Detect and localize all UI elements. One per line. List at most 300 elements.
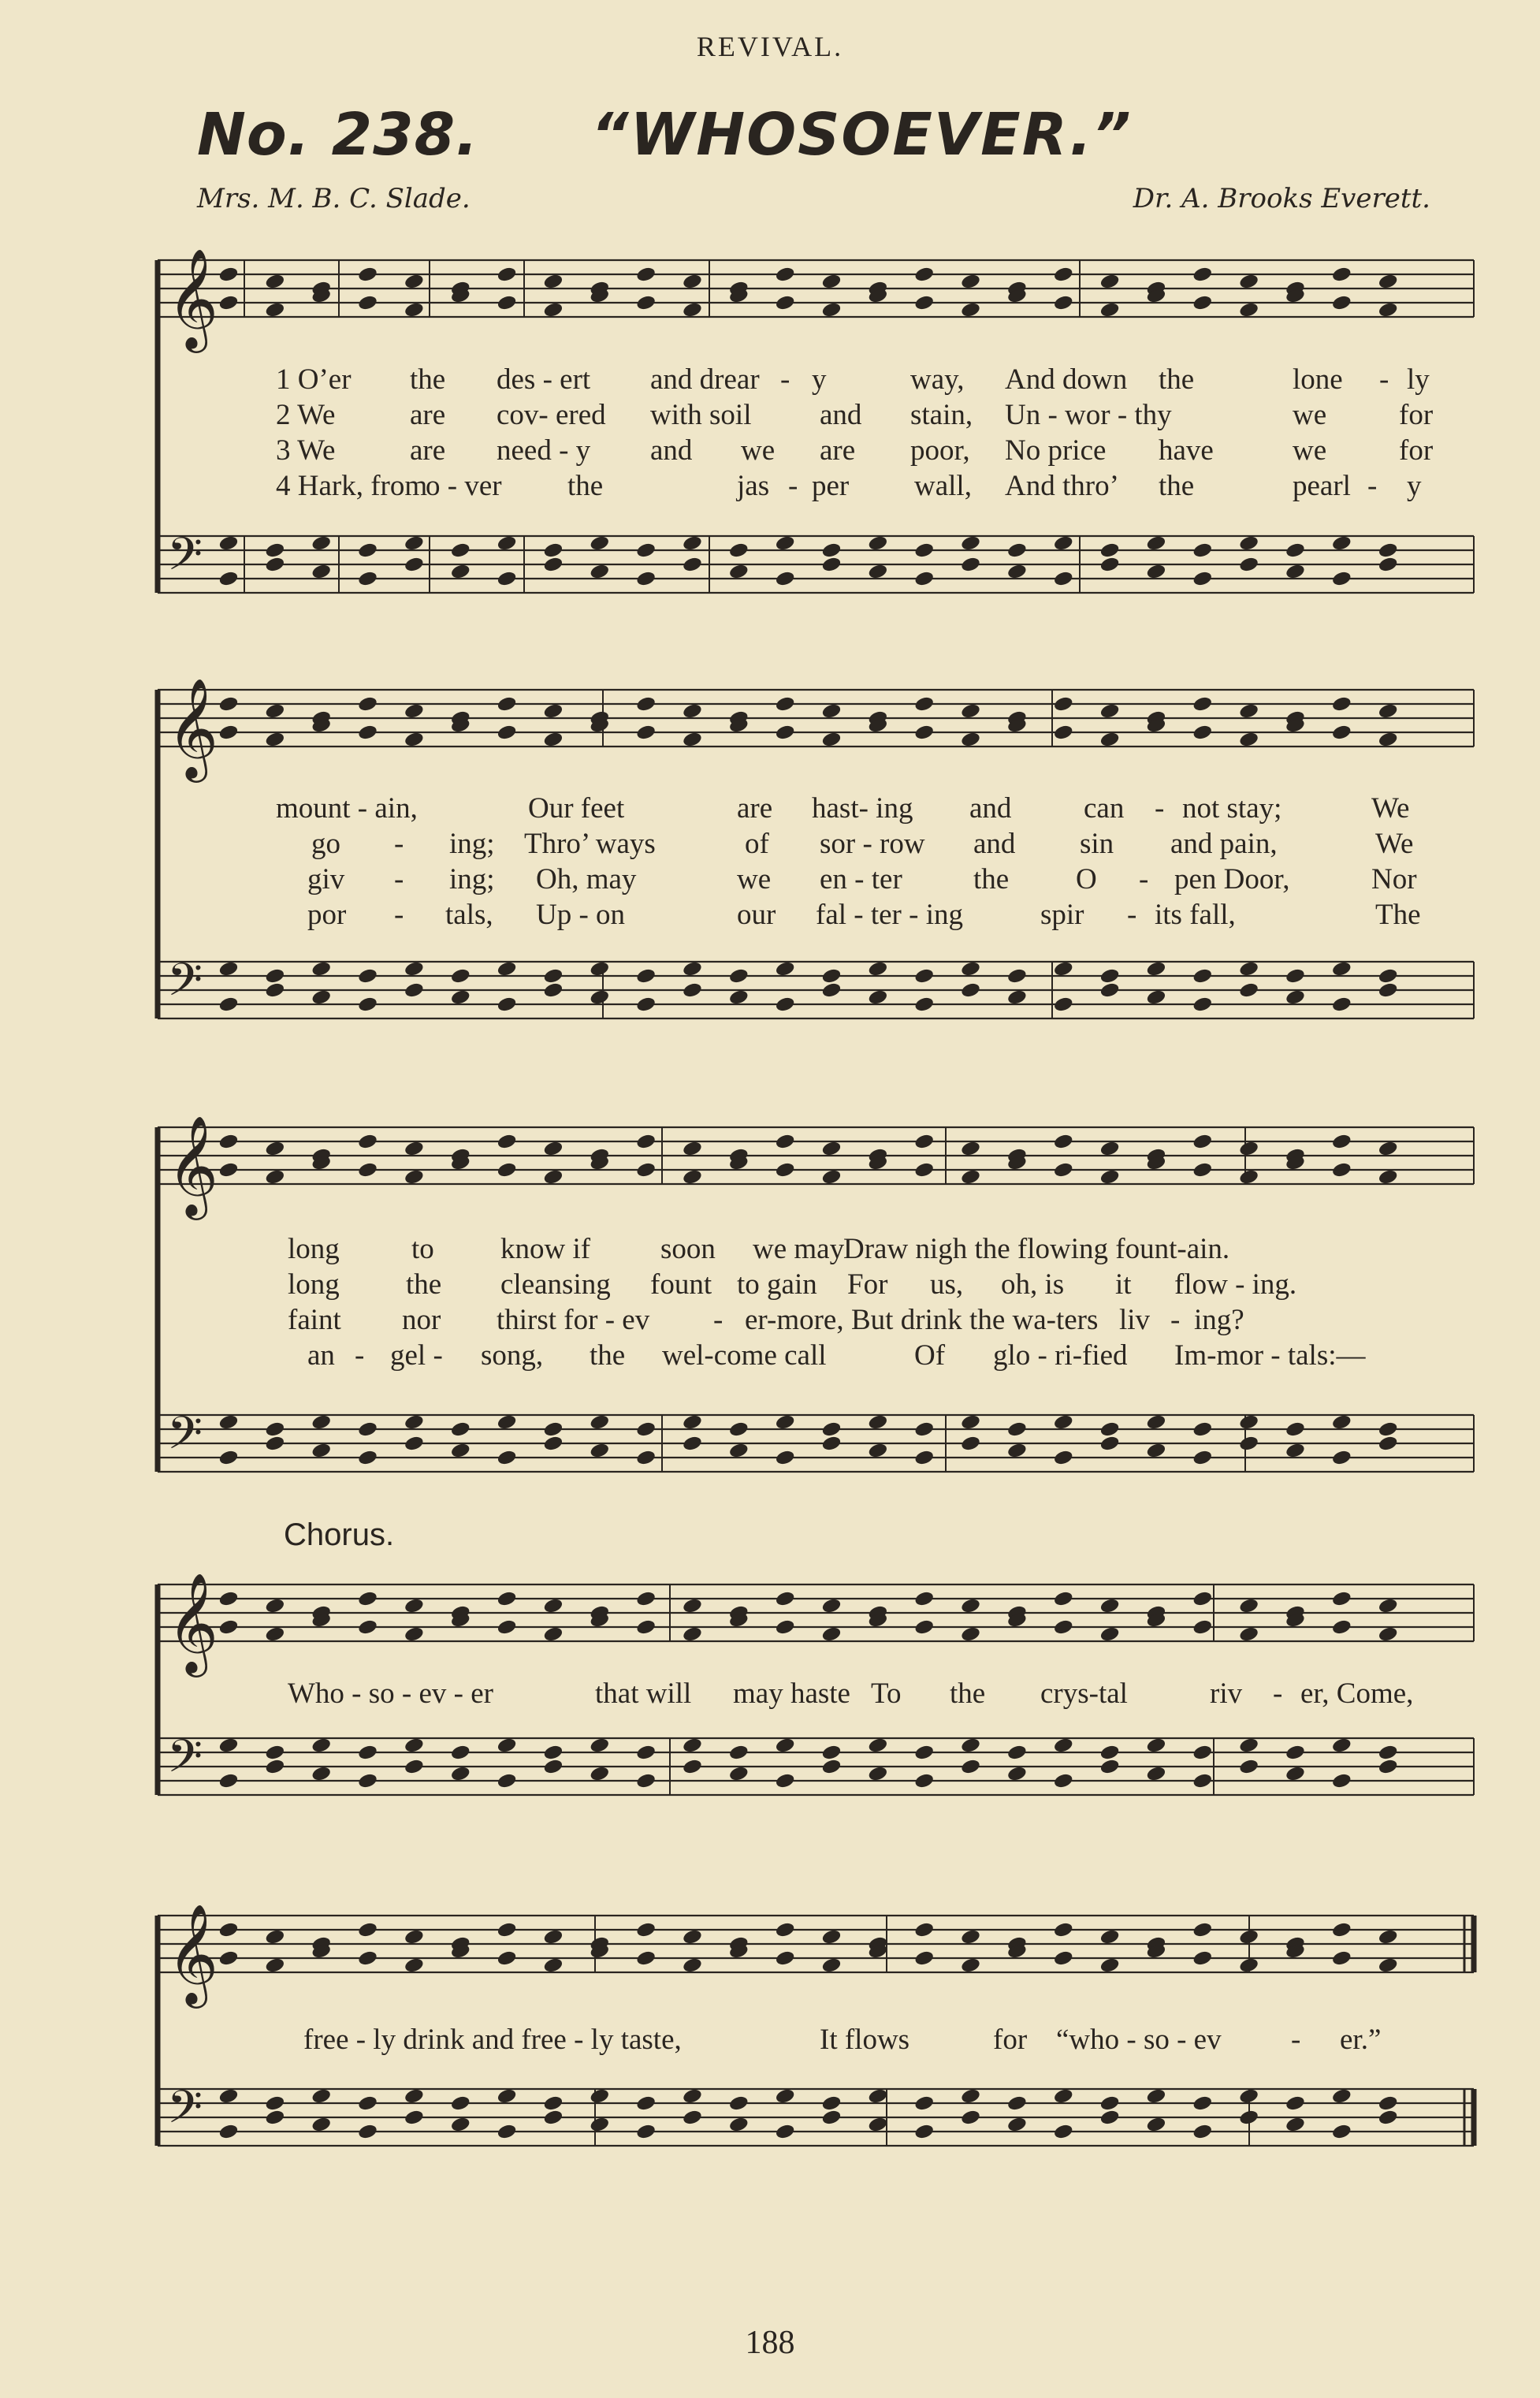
notehead (451, 2117, 471, 2133)
lyric-word: an (307, 1339, 335, 1372)
notehead (683, 1169, 702, 1186)
notehead (404, 1929, 424, 1946)
notehead (497, 571, 516, 587)
notehead (636, 266, 656, 283)
lyric-word: y (1407, 470, 1422, 502)
lyric-line (158, 898, 1482, 933)
notehead (1378, 732, 1397, 748)
notehead (775, 266, 794, 283)
chorus-label: Chorus. (284, 1517, 395, 1552)
notehead (1285, 1745, 1305, 1761)
lyric-word: its fall, (1155, 899, 1236, 931)
lyric-word: Who - so - ev - er (288, 1677, 493, 1710)
notehead (1054, 724, 1073, 741)
notehead (1099, 968, 1119, 985)
notehead (543, 968, 563, 985)
notehead (1054, 1922, 1073, 1938)
notehead (914, 968, 934, 985)
lyric-word: Thro’ ways (524, 828, 656, 860)
notehead (218, 1162, 238, 1179)
lyric-word: And thro’ (1005, 470, 1119, 502)
notehead (636, 1162, 656, 1179)
notehead (1239, 274, 1259, 290)
notehead (497, 696, 516, 713)
notehead (1378, 2095, 1397, 2112)
notehead (636, 571, 656, 587)
lyricist-credit: Mrs. M. B. C. Slade. (197, 183, 471, 214)
lyric-word: are (410, 434, 446, 467)
notehead (265, 732, 285, 748)
notehead (821, 542, 841, 559)
notehead (683, 982, 702, 999)
lyric-word: for (1399, 434, 1434, 467)
notehead (1192, 571, 1212, 587)
notehead (1007, 542, 1027, 559)
notehead (265, 2109, 285, 2126)
notehead (914, 571, 934, 587)
notehead (265, 703, 285, 720)
notehead (543, 2095, 563, 2112)
notehead (821, 1598, 841, 1614)
lyric-word: O (1076, 863, 1097, 896)
notehead (821, 1169, 841, 1186)
lyric-word: sin (1080, 828, 1114, 860)
lyric-word: Oh, may (536, 863, 637, 896)
notehead (1332, 571, 1352, 587)
notehead (1099, 557, 1119, 573)
lyric-word: o - ver (426, 470, 502, 502)
notehead (1378, 302, 1397, 318)
notehead (1285, 1421, 1305, 1438)
notehead (1054, 1162, 1073, 1179)
lyric-word: we (1293, 434, 1327, 467)
lyric-line (158, 2023, 1482, 2057)
notehead (265, 1141, 285, 1157)
lyric-word: No price (1005, 434, 1107, 467)
notehead (775, 1950, 794, 1967)
notehead (1146, 2117, 1166, 2133)
notehead (1239, 1598, 1259, 1614)
notehead (451, 1745, 471, 1761)
notehead (1378, 542, 1397, 559)
notehead (683, 1737, 702, 1754)
notehead (265, 1435, 285, 1452)
notehead (218, 1591, 238, 1607)
lyric-word: poor, (910, 434, 970, 467)
notehead (1378, 1169, 1397, 1186)
notehead (729, 2095, 749, 2112)
notehead (1054, 1619, 1073, 1636)
notehead (218, 571, 238, 587)
notehead (358, 1619, 378, 1636)
lyric-word: to gain (737, 1268, 817, 1301)
notehead (636, 1773, 656, 1789)
bass-clef-icon: 𝄢 (167, 1406, 203, 1471)
lyric-line (158, 1677, 1482, 1711)
notehead (775, 2088, 794, 2105)
lyric-word: Up - on (536, 899, 626, 931)
notehead (1099, 2109, 1119, 2126)
notehead (404, 1737, 424, 1754)
notehead (1378, 968, 1397, 985)
notehead (1099, 1598, 1119, 1614)
lyric-word: er.” (1340, 2024, 1382, 2056)
notehead (1332, 2124, 1352, 2140)
notehead (1054, 535, 1073, 552)
bass-clef-icon: 𝄢 (167, 527, 203, 592)
lyric-word: cleansing (500, 1268, 611, 1301)
lyric-word: 2 We (276, 399, 336, 431)
lyric-word: Draw nigh the flowing fount-ain. (843, 1233, 1230, 1265)
lyric-word: with soil (650, 399, 752, 431)
notehead (404, 961, 424, 977)
notehead (1285, 2117, 1305, 2133)
lyric-word: Our feet (528, 792, 625, 825)
notehead (497, 1619, 516, 1636)
notehead (1146, 1737, 1166, 1754)
notehead (914, 996, 934, 1013)
lyric-word: tals, (445, 899, 493, 931)
notehead (868, 2088, 887, 2105)
notehead (1332, 2088, 1352, 2105)
lyric-word: hast- ing (812, 792, 913, 825)
notehead (1099, 1957, 1119, 1974)
notehead (218, 2088, 238, 2105)
notehead (1332, 1773, 1352, 1789)
notehead (1378, 1957, 1397, 1974)
notehead (358, 266, 378, 283)
lyric-line (158, 862, 1482, 897)
notehead (636, 1922, 656, 1938)
notehead (775, 961, 794, 977)
notehead (358, 571, 378, 587)
lyric-word: - (1139, 863, 1149, 896)
notehead (311, 2088, 331, 2105)
notehead (543, 1759, 563, 1775)
lyric-word: we (737, 863, 772, 896)
notehead (1332, 1950, 1352, 1967)
notehead (821, 2109, 841, 2126)
notehead (961, 557, 980, 573)
lyric-word: It flows (820, 2024, 910, 2056)
notehead (636, 996, 656, 1013)
notehead (358, 1162, 378, 1179)
notehead (961, 1141, 980, 1157)
notehead (775, 1162, 794, 1179)
notehead (1099, 1435, 1119, 1452)
notehead (358, 968, 378, 985)
notehead (590, 564, 609, 580)
notehead (1378, 1598, 1397, 1614)
notehead (636, 2095, 656, 2112)
notehead (404, 982, 424, 999)
hymn-number: No. 238. (197, 101, 479, 169)
lyric-word: nor (402, 1304, 441, 1336)
notehead (590, 961, 609, 977)
notehead (218, 1950, 238, 1967)
notehead (451, 1421, 471, 1438)
notehead (404, 2109, 424, 2126)
notehead (1054, 2088, 1073, 2105)
notehead (451, 1443, 471, 1459)
notehead (1239, 1957, 1259, 1974)
notehead (683, 557, 702, 573)
notehead (265, 2095, 285, 2112)
notehead (1099, 982, 1119, 999)
notehead (218, 1450, 238, 1466)
notehead (961, 1957, 980, 1974)
notehead (914, 2124, 934, 2140)
notehead (1192, 1922, 1212, 1938)
notehead (451, 1766, 471, 1782)
notehead (729, 1443, 749, 1459)
lyric-word: that will (595, 1677, 692, 1710)
lyric-word: way, (910, 363, 965, 396)
notehead (775, 1737, 794, 1754)
notehead (358, 1134, 378, 1150)
notehead (961, 2109, 980, 2126)
lyric-word: - (394, 899, 404, 931)
notehead (543, 1421, 563, 1438)
notehead (636, 542, 656, 559)
lyric-word: know if (500, 1233, 591, 1265)
notehead (961, 961, 980, 977)
notehead (1378, 1141, 1397, 1157)
notehead (265, 1929, 285, 1946)
lyric-word: fount (650, 1268, 712, 1301)
notehead (311, 535, 331, 552)
notehead (543, 274, 563, 290)
notehead (961, 703, 980, 720)
notehead (636, 1619, 656, 1636)
lyric-word: may haste (733, 1677, 850, 1710)
notehead (1007, 2117, 1027, 2133)
notehead (218, 266, 238, 283)
lyric-word: er-more, (745, 1304, 844, 1336)
notehead (1239, 2109, 1259, 2126)
notehead (1192, 968, 1212, 985)
notehead (497, 535, 516, 552)
notehead (543, 1745, 563, 1761)
notehead (265, 1745, 285, 1761)
lyric-word: not stay; (1182, 792, 1282, 825)
notehead (358, 1591, 378, 1607)
notehead (729, 989, 749, 1006)
lyric-word: ing; (449, 863, 495, 896)
lyric-word: thirst for - ev (497, 1304, 650, 1336)
notehead (1099, 1169, 1119, 1186)
notehead (590, 535, 609, 552)
notehead (1239, 535, 1259, 552)
notehead (404, 274, 424, 290)
lyric-word: wall, (914, 470, 972, 502)
notehead (543, 2109, 563, 2126)
notehead (311, 1414, 331, 1431)
notehead (636, 1134, 656, 1150)
notehead (914, 696, 934, 713)
notehead (497, 996, 516, 1013)
lyric-word: flow - ing. (1174, 1268, 1297, 1301)
notehead (497, 266, 516, 283)
notehead (404, 1598, 424, 1614)
notehead (497, 1773, 516, 1789)
notehead (497, 1922, 516, 1938)
notehead (1146, 1443, 1166, 1459)
notehead (451, 989, 471, 1006)
notehead (1332, 1450, 1352, 1466)
lyric-word: are (820, 434, 856, 467)
notehead (1099, 2095, 1119, 2112)
lyric-word: the (590, 1339, 626, 1372)
notehead (218, 1773, 238, 1789)
notehead (729, 968, 749, 985)
lyric-word: - (713, 1304, 724, 1336)
notehead (914, 1922, 934, 1938)
lyric-word: - (1291, 2024, 1301, 2056)
notehead (404, 1169, 424, 1186)
lyric-word: we (741, 434, 776, 467)
notehead (1239, 1141, 1259, 1157)
notehead (590, 2088, 609, 2105)
notehead (914, 266, 934, 283)
notehead (358, 1421, 378, 1438)
notehead (1192, 295, 1212, 311)
notehead (1332, 961, 1352, 977)
notehead (1054, 1950, 1073, 1967)
lyric-word: But drink the wa-ters (851, 1304, 1099, 1336)
lyric-word: per (812, 470, 850, 502)
notehead (1332, 535, 1352, 552)
notehead (1099, 1929, 1119, 1946)
notehead (404, 1626, 424, 1643)
notehead (729, 1766, 749, 1782)
notehead (404, 535, 424, 552)
notehead (218, 1134, 238, 1150)
notehead (358, 696, 378, 713)
notehead (775, 1591, 794, 1607)
notehead (1146, 1766, 1166, 1782)
lyric-word: - (394, 863, 404, 896)
notehead (1332, 1619, 1352, 1636)
lyric-word: liv (1119, 1304, 1151, 1336)
notehead (1099, 1759, 1119, 1775)
notehead (775, 1134, 794, 1150)
notehead (311, 1737, 331, 1754)
notehead (1332, 696, 1352, 713)
lyric-word: gel - (390, 1339, 443, 1372)
notehead (636, 1745, 656, 1761)
lyric-word: free - ly drink and free - ly taste, (303, 2024, 682, 2056)
notehead (775, 996, 794, 1013)
notehead (218, 996, 238, 1013)
lyric-word: We (1371, 792, 1410, 825)
lyric-word: it (1115, 1268, 1132, 1301)
lyric-word: crys-tal (1040, 1677, 1128, 1710)
notehead (1332, 1737, 1352, 1754)
lyric-word: lone (1293, 363, 1343, 396)
notehead (1192, 1773, 1212, 1789)
notehead (961, 302, 980, 318)
notehead (914, 542, 934, 559)
lyric-word: er, Come, (1300, 1677, 1414, 1710)
notehead (404, 703, 424, 720)
lyric-word: soon (660, 1233, 716, 1265)
notehead (1332, 266, 1352, 283)
lyric-word: For (847, 1268, 888, 1301)
lyric-word: have (1159, 434, 1214, 467)
lyric-word: the (1159, 470, 1195, 502)
lyric-word: the (567, 470, 604, 502)
notehead (1378, 1759, 1397, 1775)
notehead (1332, 996, 1352, 1013)
notehead (1054, 1773, 1073, 1789)
notehead (961, 1626, 980, 1643)
notehead (914, 1773, 934, 1789)
lyric-line (158, 1232, 1482, 1267)
notehead (265, 1598, 285, 1614)
notehead (358, 1950, 378, 1967)
notehead (1054, 696, 1073, 713)
notehead (1285, 542, 1305, 559)
notehead (1285, 2095, 1305, 2112)
lyric-line (158, 469, 1482, 504)
bass-clef-icon: 𝄢 (167, 2080, 203, 2145)
notehead (218, 535, 238, 552)
notehead (311, 1443, 331, 1459)
notehead (914, 1421, 934, 1438)
lyric-line (158, 791, 1482, 826)
notehead (218, 1737, 238, 1754)
notehead (961, 1929, 980, 1946)
lyric-word: long (288, 1268, 340, 1301)
notehead (868, 1737, 887, 1754)
lyric-word: fal - ter - ing (816, 899, 963, 931)
lyric-word: riv (1210, 1677, 1243, 1710)
notehead (1007, 1766, 1027, 1782)
notehead (265, 1169, 285, 1186)
notehead (729, 2117, 749, 2133)
notehead (1192, 266, 1212, 283)
lyric-word: y (812, 363, 827, 396)
notehead (683, 274, 702, 290)
notehead (1192, 1745, 1212, 1761)
notehead (683, 302, 702, 318)
notehead (683, 2088, 702, 2105)
notehead (961, 982, 980, 999)
notehead (1239, 1414, 1259, 1431)
notehead (497, 724, 516, 741)
notehead (218, 1414, 238, 1431)
notehead (914, 295, 934, 311)
notehead (821, 1141, 841, 1157)
lyric-word: - (788, 470, 798, 502)
lyric-word: pearl (1293, 470, 1351, 502)
lyric-word: - (780, 363, 790, 396)
lyric-word: and drear (650, 363, 760, 396)
notehead (683, 1414, 702, 1431)
notehead (1239, 982, 1259, 999)
notehead (1054, 1134, 1073, 1150)
notehead (590, 989, 609, 1006)
notehead (914, 724, 934, 741)
notehead (451, 542, 471, 559)
notehead (497, 1162, 516, 1179)
notehead (1239, 557, 1259, 573)
notehead (265, 302, 285, 318)
lyric-word: giv (307, 863, 345, 896)
notehead (821, 1759, 841, 1775)
notehead (543, 703, 563, 720)
